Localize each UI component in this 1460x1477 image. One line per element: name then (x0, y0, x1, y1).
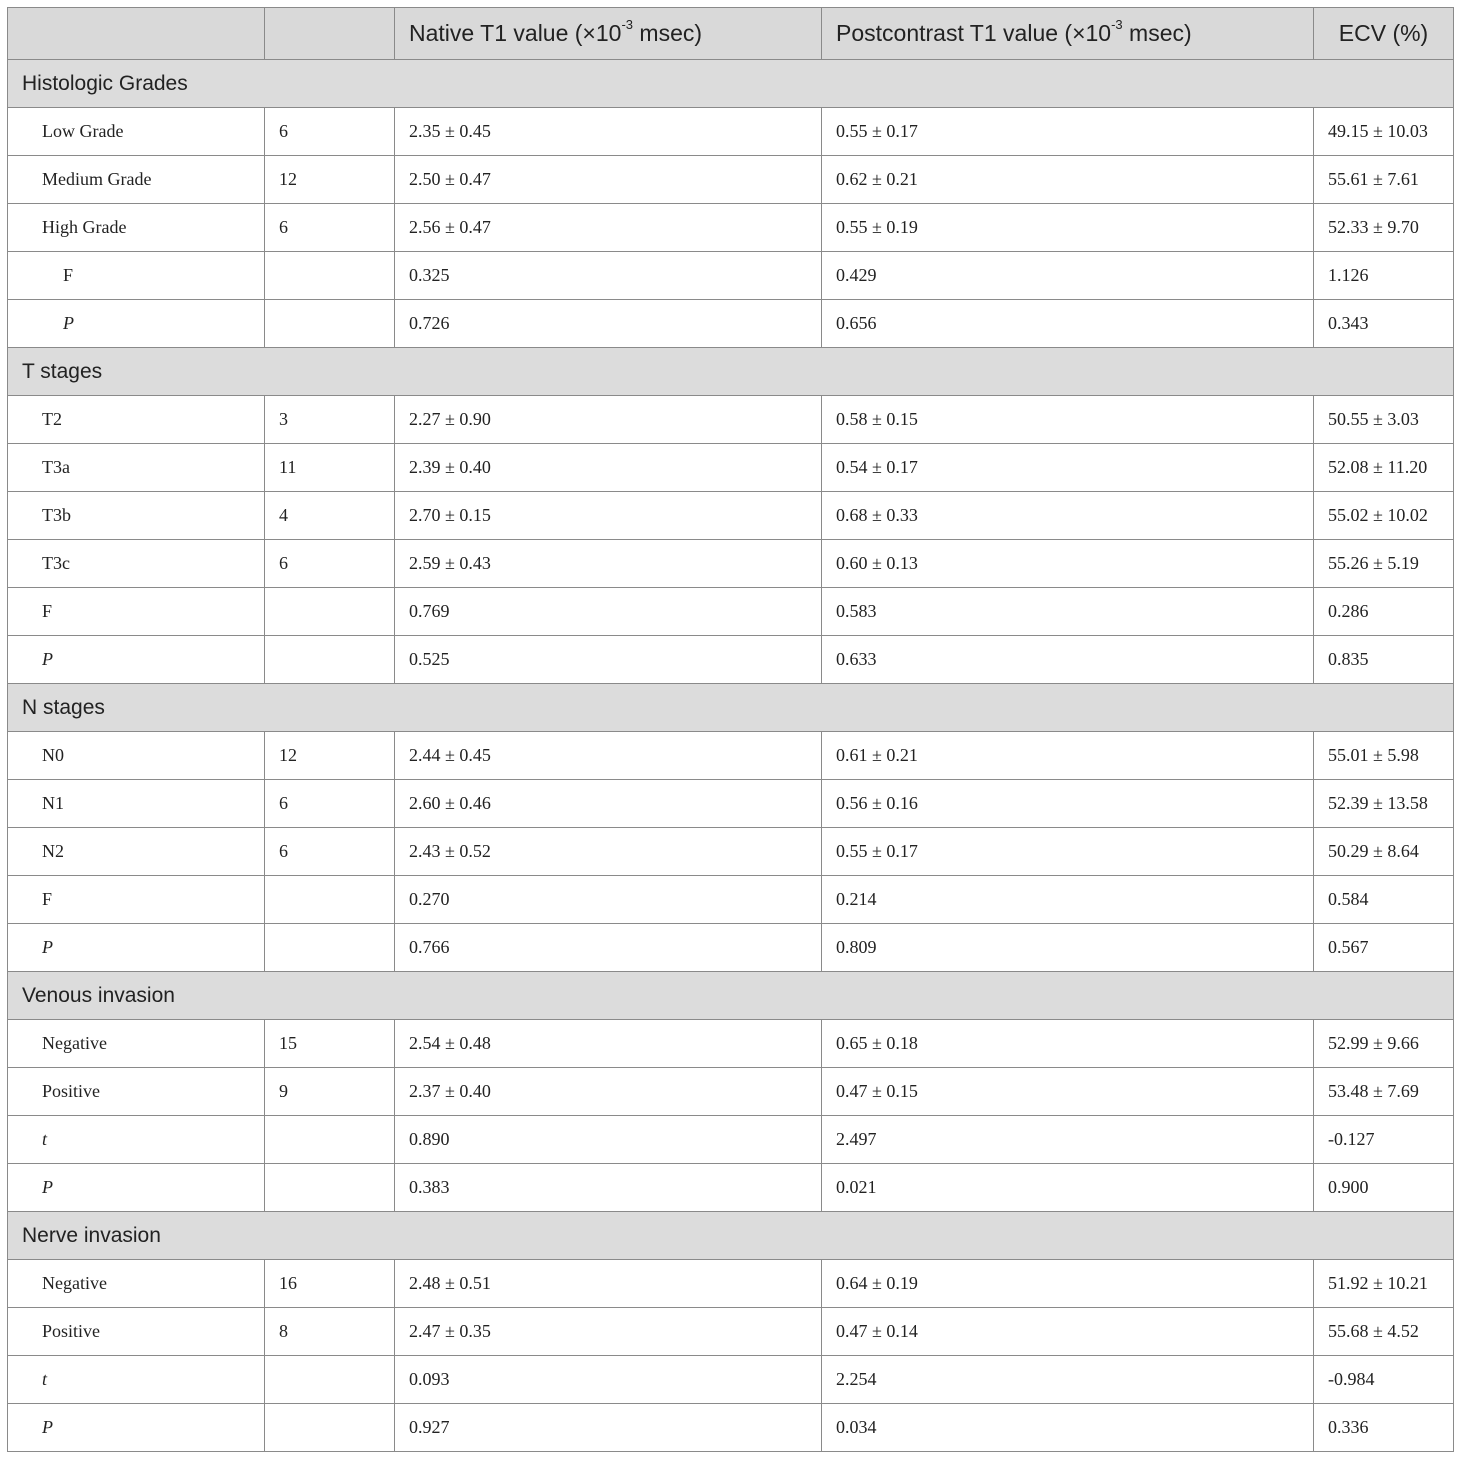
sample-count-cell (265, 876, 395, 924)
ecv-cell: 0.567 (1314, 924, 1454, 972)
row-label-cell: Medium Grade (8, 156, 265, 204)
row-label-cell: T3a (8, 444, 265, 492)
ecv-cell: 55.01 ± 5.98 (1314, 732, 1454, 780)
ecv-cell: 53.48 ± 7.69 (1314, 1068, 1454, 1116)
ecv-cell: 1.126 (1314, 252, 1454, 300)
native-t1-cell: 2.54 ± 0.48 (395, 1020, 822, 1068)
postcontrast-t1-cell: 0.633 (822, 636, 1314, 684)
ecv-cell: 55.02 ± 10.02 (1314, 492, 1454, 540)
table-row (8, 1116, 1454, 1164)
header-native-prefix: Native T1 value (×10 (409, 20, 622, 46)
row-label-cell: Positive (8, 1068, 265, 1116)
postcontrast-t1-cell: 0.429 (822, 252, 1314, 300)
ecv-cell: 55.68 ± 4.52 (1314, 1308, 1454, 1356)
ecv-cell: -0.127 (1314, 1116, 1454, 1164)
postcontrast-t1-cell: 0.55 ± 0.19 (822, 204, 1314, 252)
row-label-cell: T3b (8, 492, 265, 540)
row-label-cell: Positive (8, 1308, 265, 1356)
section-header-row (8, 684, 1454, 732)
row-label-cell: Negative (8, 1260, 265, 1308)
table-row (8, 300, 1454, 348)
header-postcontrast-t1 (822, 8, 1314, 60)
postcontrast-t1-cell: 0.021 (822, 1164, 1314, 1212)
row-label-cell: N1 (8, 780, 265, 828)
postcontrast-t1-cell: 0.68 ± 0.33 (822, 492, 1314, 540)
ecv-cell: 49.15 ± 10.03 (1314, 108, 1454, 156)
table-row (8, 108, 1454, 156)
ecv-cell: 55.26 ± 5.19 (1314, 540, 1454, 588)
postcontrast-t1-cell: 0.55 ± 0.17 (822, 828, 1314, 876)
table-row (8, 444, 1454, 492)
section-header-row (8, 60, 1454, 108)
sample-count-cell: 4 (265, 492, 395, 540)
row-label-cell: T3c (8, 540, 265, 588)
header-row (8, 8, 1454, 60)
row-label-cell: t (8, 1116, 265, 1164)
ecv-cell: 52.08 ± 11.20 (1314, 444, 1454, 492)
ecv-cell: 51.92 ± 10.21 (1314, 1260, 1454, 1308)
native-t1-cell: 0.325 (395, 252, 822, 300)
native-t1-cell: 2.39 ± 0.40 (395, 444, 822, 492)
row-label-cell: P (8, 924, 265, 972)
table-row (8, 924, 1454, 972)
postcontrast-t1-cell: 0.55 ± 0.17 (822, 108, 1314, 156)
sample-count-cell (265, 1164, 395, 1212)
ecv-cell: 0.343 (1314, 300, 1454, 348)
ecv-cell: 0.584 (1314, 876, 1454, 924)
section-title: Histologic Grades (8, 60, 1454, 108)
postcontrast-t1-cell: 2.254 (822, 1356, 1314, 1404)
native-t1-cell: 2.43 ± 0.52 (395, 828, 822, 876)
sample-count-cell (265, 636, 395, 684)
table-row (8, 588, 1454, 636)
row-label-cell: F (8, 588, 265, 636)
postcontrast-t1-cell: 0.54 ± 0.17 (822, 444, 1314, 492)
native-t1-cell: 2.48 ± 0.51 (395, 1260, 822, 1308)
table-row (8, 828, 1454, 876)
header-blank-1 (8, 8, 265, 60)
ecv-cell: 52.99 ± 9.66 (1314, 1020, 1454, 1068)
postcontrast-t1-cell: 0.809 (822, 924, 1314, 972)
sample-count-cell: 15 (265, 1020, 395, 1068)
postcontrast-t1-cell: 0.64 ± 0.19 (822, 1260, 1314, 1308)
native-t1-cell: 0.927 (395, 1404, 822, 1452)
sample-count-cell (265, 252, 395, 300)
postcontrast-t1-cell: 0.656 (822, 300, 1314, 348)
table-row (8, 156, 1454, 204)
section-title: N stages (8, 684, 1454, 732)
table-row (8, 876, 1454, 924)
sample-count-cell: 3 (265, 396, 395, 444)
results-table (7, 7, 1454, 1452)
row-label-cell: N0 (8, 732, 265, 780)
sample-count-cell (265, 300, 395, 348)
table-row (8, 252, 1454, 300)
native-t1-cell: 2.35 ± 0.45 (395, 108, 822, 156)
sample-count-cell: 16 (265, 1260, 395, 1308)
table-row (8, 1308, 1454, 1356)
header-post-suffix: msec) (1122, 20, 1192, 46)
row-label-cell: P (8, 1404, 265, 1452)
postcontrast-t1-cell: 0.47 ± 0.15 (822, 1068, 1314, 1116)
sample-count-cell: 6 (265, 108, 395, 156)
header-native-t1 (395, 8, 822, 60)
sample-count-cell (265, 1356, 395, 1404)
native-t1-cell: 2.50 ± 0.47 (395, 156, 822, 204)
ecv-cell: 50.55 ± 3.03 (1314, 396, 1454, 444)
postcontrast-t1-cell: 2.497 (822, 1116, 1314, 1164)
table-container (7, 7, 1454, 1452)
header-ecv: ECV (%) (1314, 8, 1454, 60)
ecv-cell: -0.984 (1314, 1356, 1454, 1404)
sample-count-cell: 6 (265, 780, 395, 828)
native-t1-cell: 0.270 (395, 876, 822, 924)
ecv-cell: 0.286 (1314, 588, 1454, 636)
ecv-cell: 52.33 ± 9.70 (1314, 204, 1454, 252)
ecv-cell: 52.39 ± 13.58 (1314, 780, 1454, 828)
sample-count-cell: 11 (265, 444, 395, 492)
header-blank-2 (265, 8, 395, 60)
postcontrast-t1-cell: 0.214 (822, 876, 1314, 924)
native-t1-cell: 0.766 (395, 924, 822, 972)
native-t1-cell: 0.525 (395, 636, 822, 684)
ecv-cell: 50.29 ± 8.64 (1314, 828, 1454, 876)
native-t1-cell: 2.47 ± 0.35 (395, 1308, 822, 1356)
native-t1-cell: 2.70 ± 0.15 (395, 492, 822, 540)
row-label-cell: Low Grade (8, 108, 265, 156)
native-t1-cell: 2.59 ± 0.43 (395, 540, 822, 588)
sample-count-cell (265, 1116, 395, 1164)
native-t1-cell: 2.60 ± 0.46 (395, 780, 822, 828)
native-t1-cell: 2.56 ± 0.47 (395, 204, 822, 252)
native-t1-cell: 0.769 (395, 588, 822, 636)
ecv-cell: 0.336 (1314, 1404, 1454, 1452)
postcontrast-t1-cell: 0.65 ± 0.18 (822, 1020, 1314, 1068)
sample-count-cell: 8 (265, 1308, 395, 1356)
section-title: T stages (8, 348, 1454, 396)
postcontrast-t1-cell: 0.47 ± 0.14 (822, 1308, 1314, 1356)
row-label-cell: High Grade (8, 204, 265, 252)
section-title: Nerve invasion (8, 1212, 1454, 1260)
header-post-exp: -3 (1111, 17, 1123, 32)
table-row (8, 1356, 1454, 1404)
postcontrast-t1-cell: 0.034 (822, 1404, 1314, 1452)
sample-count-cell (265, 588, 395, 636)
postcontrast-t1-cell: 0.60 ± 0.13 (822, 540, 1314, 588)
header-post-prefix: Postcontrast T1 value (×10 (836, 20, 1112, 46)
row-label-cell: F (8, 252, 265, 300)
row-label-cell: T2 (8, 396, 265, 444)
row-label-cell: Negative (8, 1020, 265, 1068)
section-title: Venous invasion (8, 972, 1454, 1020)
row-label-cell: P (8, 636, 265, 684)
ecv-cell: 0.835 (1314, 636, 1454, 684)
sample-count-cell (265, 1404, 395, 1452)
section-header-row (8, 348, 1454, 396)
table-row (8, 396, 1454, 444)
native-t1-cell: 0.890 (395, 1116, 822, 1164)
sample-count-cell: 9 (265, 1068, 395, 1116)
ecv-cell: 55.61 ± 7.61 (1314, 156, 1454, 204)
table-row (8, 1020, 1454, 1068)
ecv-cell: 0.900 (1314, 1164, 1454, 1212)
postcontrast-t1-cell: 0.58 ± 0.15 (822, 396, 1314, 444)
row-label-cell: P (8, 300, 265, 348)
table-row (8, 636, 1454, 684)
table-row (8, 1404, 1454, 1452)
postcontrast-t1-cell: 0.62 ± 0.21 (822, 156, 1314, 204)
native-t1-cell: 0.093 (395, 1356, 822, 1404)
section-header-row (8, 972, 1454, 1020)
section-header-row (8, 1212, 1454, 1260)
postcontrast-t1-cell: 0.61 ± 0.21 (822, 732, 1314, 780)
table-row (8, 780, 1454, 828)
native-t1-cell: 2.37 ± 0.40 (395, 1068, 822, 1116)
native-t1-cell: 0.383 (395, 1164, 822, 1212)
row-label-cell: P (8, 1164, 265, 1212)
postcontrast-t1-cell: 0.583 (822, 588, 1314, 636)
table-row (8, 540, 1454, 588)
row-label-cell: t (8, 1356, 265, 1404)
row-label-cell: F (8, 876, 265, 924)
row-label-cell: N2 (8, 828, 265, 876)
native-t1-cell: 0.726 (395, 300, 822, 348)
native-t1-cell: 2.44 ± 0.45 (395, 732, 822, 780)
sample-count-cell: 12 (265, 732, 395, 780)
table-row (8, 492, 1454, 540)
sample-count-cell (265, 924, 395, 972)
sample-count-cell: 6 (265, 540, 395, 588)
table-body (8, 60, 1454, 1452)
sample-count-cell: 6 (265, 204, 395, 252)
table-row (8, 1164, 1454, 1212)
table-row (8, 1068, 1454, 1116)
table-row (8, 1260, 1454, 1308)
sample-count-cell: 6 (265, 828, 395, 876)
native-t1-cell: 2.27 ± 0.90 (395, 396, 822, 444)
sample-count-cell: 12 (265, 156, 395, 204)
table-row (8, 732, 1454, 780)
header-native-suffix: msec) (633, 20, 703, 46)
table-row (8, 204, 1454, 252)
postcontrast-t1-cell: 0.56 ± 0.16 (822, 780, 1314, 828)
header-native-exp: -3 (621, 17, 634, 32)
